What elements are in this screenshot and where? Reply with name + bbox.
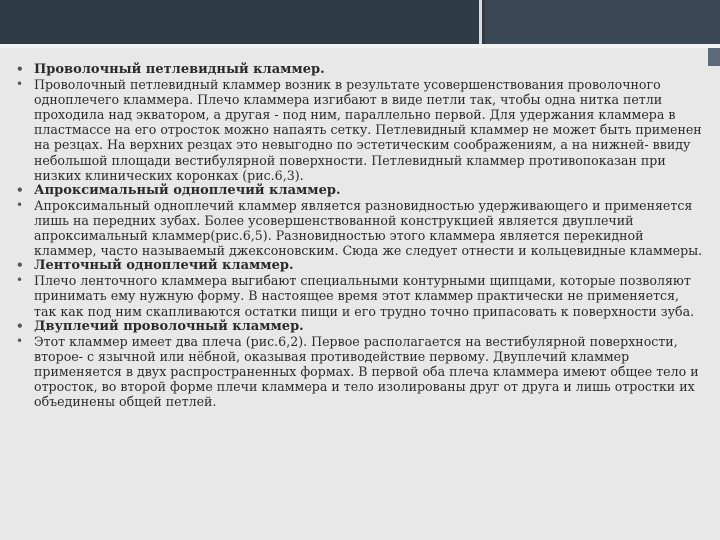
bullet-paragraph [14,334,704,409]
bullet-text: Двуплечий проволочный кламмер. [34,318,304,334]
bullet-heading [14,62,704,77]
bullet-heading [14,258,704,273]
bullet-text: Проволочный петлевидный кламмер. [34,62,325,77]
bullet-text: Ленточный одноплечий кламмер. [34,258,294,274]
bullet-icon: • [16,273,24,288]
bullet-text: Проволочный петлевидный кламмер возник в результате усовершенствования проволочного одноплечего кламмера. Плечо кламмера изгибают в виде петли так, чтобы одна нитка петли проходила над экватором, а другая - под ним, параллельно первой. Для удержания кламмера в пластмассе на его отросток можно напаять сетку. Петлевидный кламмер не может быть применен на резцах. На верхних резцах это невыгодно по эстетическим соображениям, а на нижней- ввиду небольшой площади вестибулярной поверхности. Петлевидный кламмер противопоказан при низких клинических коронках (рис.6,3). [34,77,702,183]
bullet-heading [14,319,704,334]
bullet-icon: • [16,197,24,212]
bullet-icon: • [16,333,24,348]
corner-block [708,48,720,66]
bullet-paragraph [14,198,704,258]
bullet-icon: • [16,77,24,92]
bullet-text: Этот кламмер имеет два плеча (рис.6,2). Первое располагается на вестибулярной поверхности, второе- с язычной или нёбной, оказывая противодействие первому. Двуплечий кламмер применяется в двух распространенных формах. В первой оба плеча кламмера имеют общее тело и отросток, во второй форме плечи кламмера и тело изолированы друг от друга и лишь отростки их объединены общей петлей. [34,333,699,410]
bullet-icon: • [16,182,24,197]
bullet-paragraph [14,273,704,318]
bullet-icon: • [16,318,24,333]
bullet-list [14,62,704,409]
header-underline [0,44,720,48]
bullet-icon: • [16,258,24,273]
slide-header-bar [0,0,720,44]
bullet-text: Плечо ленточного кламмера выгибают специальными контурными щипцами, которые позволяют принимать ему нужную форму. В настоящее время этот кламмер практически не применяется, так как под ним скапливаются остатки пищи и его трудно точно припасовать к поверхности зуба. [34,273,695,319]
bullet-text: Апроксимальный одноплечий кламмер является разновидностью удерживающего и применяется лишь на передних зубах. Более усовершенствованной конструкцией является двуплечий апроксимальный кламмер(рис.6,5). Разновидностью этого кламмера является перекидной кламмер, часто называемый джексоновским. Сюда же следует отнести и кольцевидные кламмеры. [34,197,703,259]
header-divider [479,0,482,44]
bullet-paragraph [14,77,704,183]
bullet-text: Апроксимальный одноплечий кламмер. [34,182,341,198]
slide-content [14,62,704,409]
header-accent [485,0,720,44]
bullet-heading [14,183,704,198]
bullet-icon: • [16,62,24,76]
